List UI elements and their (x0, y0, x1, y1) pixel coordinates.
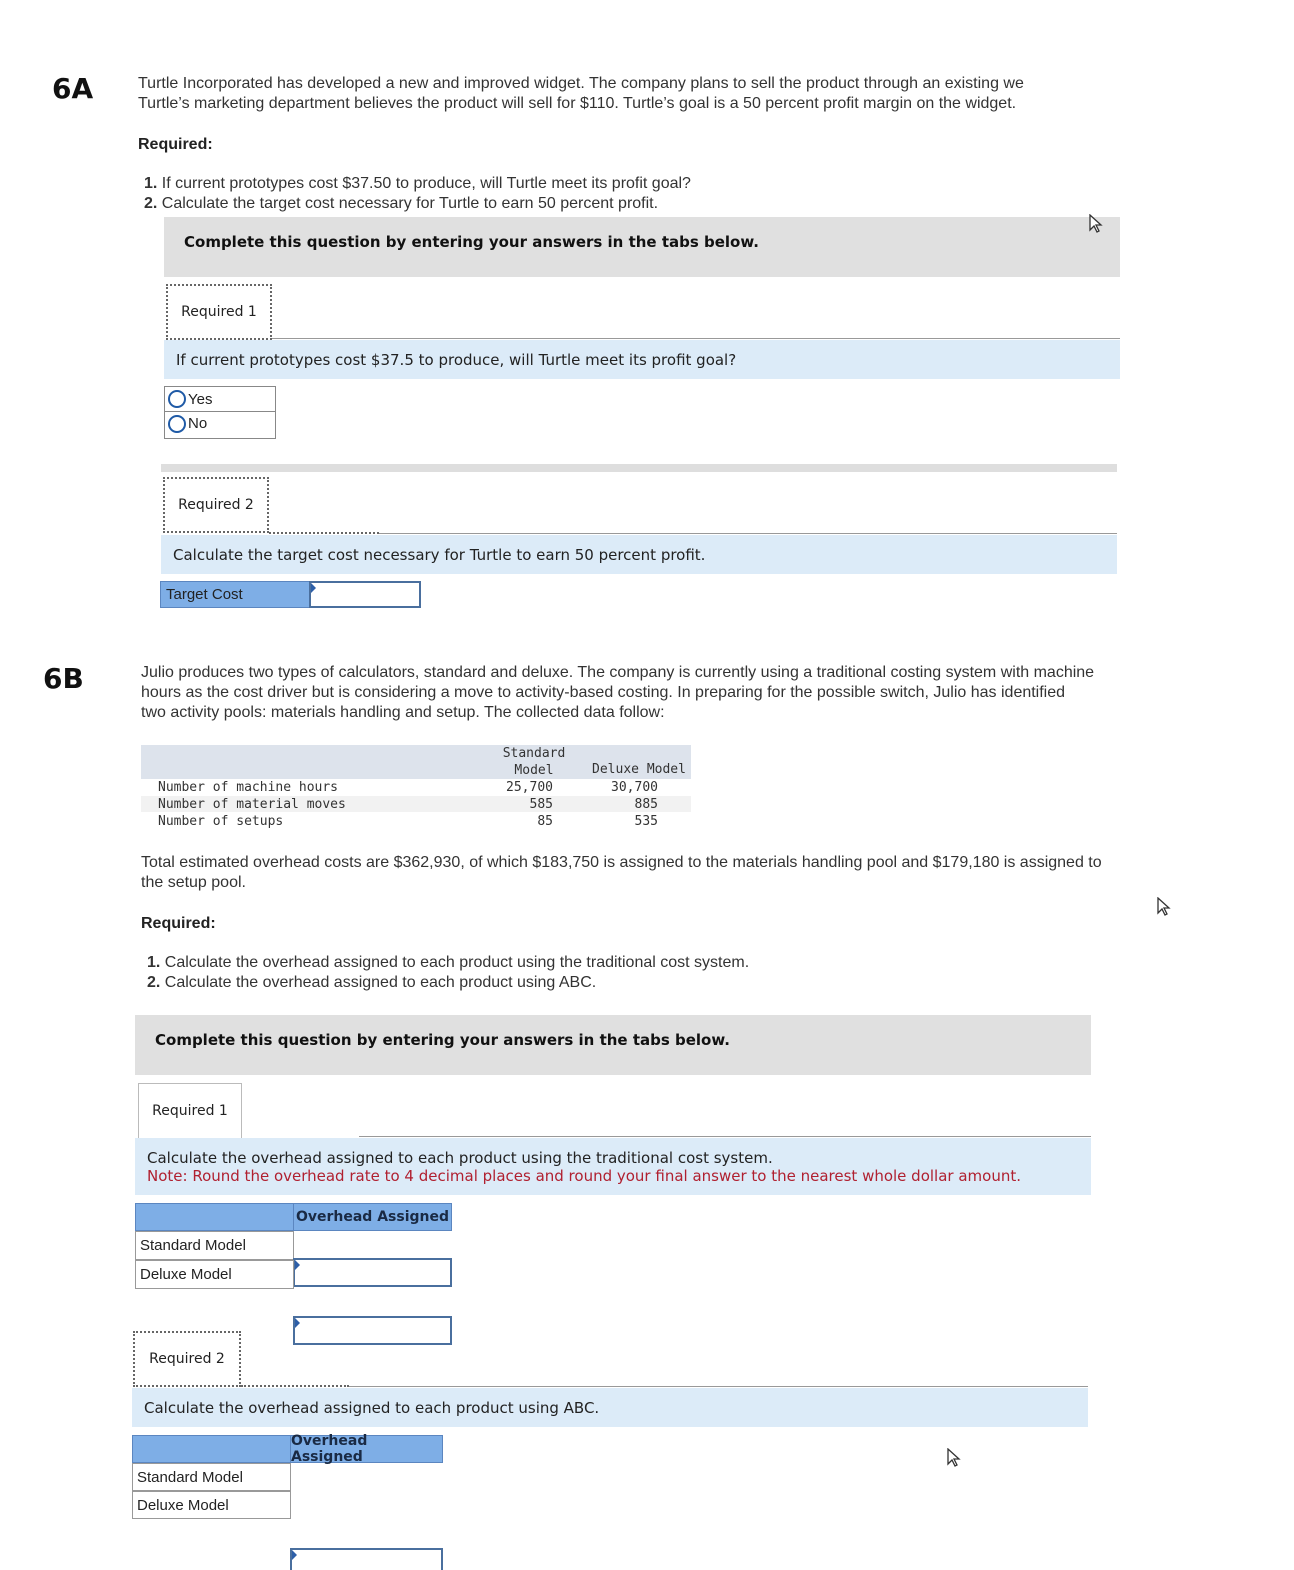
mouse-pointer-icon (946, 1448, 962, 1468)
req-text: Calculate the overhead assigned to each product using ABC. (164, 974, 597, 991)
instruction-text: If current prototypes cost $37.5 to produce, will Turtle meet its profit goal? (176, 351, 737, 369)
req-text: Calculate the target cost necessary for Turtle to earn 50 percent profit. (161, 195, 659, 212)
question-6b-intro (141, 663, 1291, 723)
tab-instruction (132, 1388, 1088, 1427)
tab-label: Required 1 (181, 304, 257, 320)
overhead-assigned-header: Overhead Assigned (293, 1203, 452, 1231)
instruction-text: Calculate the overhead assigned to each product using ABC. (144, 1399, 600, 1417)
mouse-pointer-icon (1156, 897, 1172, 917)
option-yes[interactable] (165, 387, 275, 411)
required-list (147, 953, 749, 993)
tab-required-1[interactable] (138, 1083, 242, 1138)
option-label: No (188, 415, 208, 432)
row-label-standard: Standard Model (135, 1231, 294, 1260)
answer-options (164, 386, 276, 439)
cell-value: 535 (634, 814, 658, 829)
required-list (144, 174, 691, 214)
grid-header-blank (135, 1203, 294, 1231)
cell-value: 585 (529, 797, 553, 812)
col-header-standard (480, 745, 588, 779)
row-label-deluxe: Deluxe Model (132, 1491, 291, 1519)
input-marker-icon (295, 1318, 300, 1328)
tab-instruction (164, 340, 1120, 379)
section-separator (161, 464, 1117, 472)
tab-focus-outline (241, 1385, 349, 1387)
overhead-line: the setup pool. (141, 874, 246, 891)
rounding-note: Note: Round the overhead rate to 4 decimal places and round your final answer to the nearest whole dollar amount. (147, 1167, 1021, 1185)
header-line: Model (514, 763, 554, 778)
tab-divider (272, 338, 1120, 339)
option-no[interactable] (165, 411, 275, 435)
overhead-assigned-header: Overhead Assigned (290, 1435, 443, 1463)
tab-focus-outline (269, 532, 379, 534)
instructions-banner (135, 1015, 1091, 1075)
intro-line: Turtle Incorporated has developed a new and improved widget. The company plans to sell the product through an existing we (138, 75, 1024, 92)
row-label-standard: Standard Model (132, 1463, 291, 1491)
tab-label: Required 2 (178, 497, 254, 513)
intro-line: hours as the cost driver but is considering a move to activity-based costing. In preparing for the possible switch, Julio has identified (141, 684, 1066, 701)
req-number: 1. (147, 954, 161, 971)
deluxe-overhead-input[interactable] (293, 1316, 452, 1345)
radio-button-icon[interactable] (168, 390, 186, 408)
tab-divider (349, 1386, 1088, 1387)
data-table-labels (158, 779, 346, 830)
data-table-standard-values (490, 779, 553, 830)
question-number-6a: 6A (52, 72, 94, 105)
req-number: 2. (147, 974, 161, 991)
intro-line: Julio produces two types of calculators, standard and deluxe. The company is currently using a traditional costing system with machine (141, 664, 1095, 681)
radio-button-icon[interactable] (168, 415, 186, 433)
header-line: Standard (502, 746, 566, 761)
required-heading: Required: (141, 915, 216, 932)
intro-line: two activity pools: materials handling and setup. The collected data follow: (141, 704, 665, 721)
tab-label: Required 2 (149, 1351, 225, 1367)
tab-required-2[interactable] (163, 477, 269, 533)
input-marker-icon (295, 1260, 300, 1270)
banner-text: Complete this question by entering your answers in the tabs below. (184, 233, 759, 251)
grid-header-blank (132, 1435, 291, 1463)
cell-value: 85 (537, 814, 553, 829)
cell-value: 885 (634, 797, 658, 812)
required-heading: Required: (138, 136, 213, 153)
instructions-banner (164, 217, 1120, 277)
col-header-deluxe: Deluxe Model (592, 762, 686, 777)
req-text: Calculate the overhead assigned to each product using the traditional cost system. (164, 954, 750, 971)
option-label: Yes (188, 390, 213, 408)
row-label: Number of machine hours (158, 780, 339, 795)
tab-divider (359, 1136, 1091, 1137)
row-label: Number of material moves (158, 797, 346, 812)
overhead-line: Total estimated overhead costs are $362,930, of which $183,750 is assigned to the materials handling pool and $179,180 is assigned to (141, 854, 1102, 871)
intro-line: Turtle’s marketing department believes the product will sell for $110. Turtle’s goal is a 50 percent profit margin on the widget. (138, 95, 1017, 112)
tab-required-2[interactable] (133, 1331, 241, 1387)
standard-overhead-input[interactable] (293, 1258, 452, 1287)
req-text: If current prototypes cost $37.50 to produce, will Turtle meet its profit goal? (161, 175, 691, 192)
row-label-deluxe: Deluxe Model (135, 1260, 294, 1289)
instruction-text: Calculate the overhead assigned to each product using the traditional cost system. (147, 1149, 773, 1167)
mouse-pointer-icon (1088, 214, 1104, 234)
cell-value: 25,700 (506, 780, 553, 795)
instruction-text: Calculate the target cost necessary for Turtle to earn 50 percent profit. (173, 546, 706, 564)
target-cost-label: Target Cost (160, 581, 310, 608)
data-table-deluxe-values (598, 779, 658, 830)
standard-abc-overhead-input[interactable] (290, 1548, 443, 1570)
tab-required-1[interactable] (166, 284, 272, 340)
question-number-6b: 6B (43, 662, 84, 695)
banner-text: Complete this question by entering your answers in the tabs below. (155, 1031, 730, 1049)
req-number: 2. (144, 195, 158, 212)
req-number: 1. (144, 175, 158, 192)
question-6a-intro (138, 74, 1288, 114)
input-marker-icon (292, 1550, 297, 1560)
row-label: Number of setups (158, 814, 284, 829)
tab-divider (379, 533, 1117, 534)
overhead-statement (141, 853, 1291, 893)
cell-value: 30,700 (611, 780, 658, 795)
tab-label: Required 1 (152, 1103, 228, 1119)
target-cost-input[interactable] (309, 581, 421, 608)
tab-instruction (161, 535, 1117, 574)
input-marker-icon (311, 583, 316, 593)
tab-instruction (135, 1138, 1091, 1195)
